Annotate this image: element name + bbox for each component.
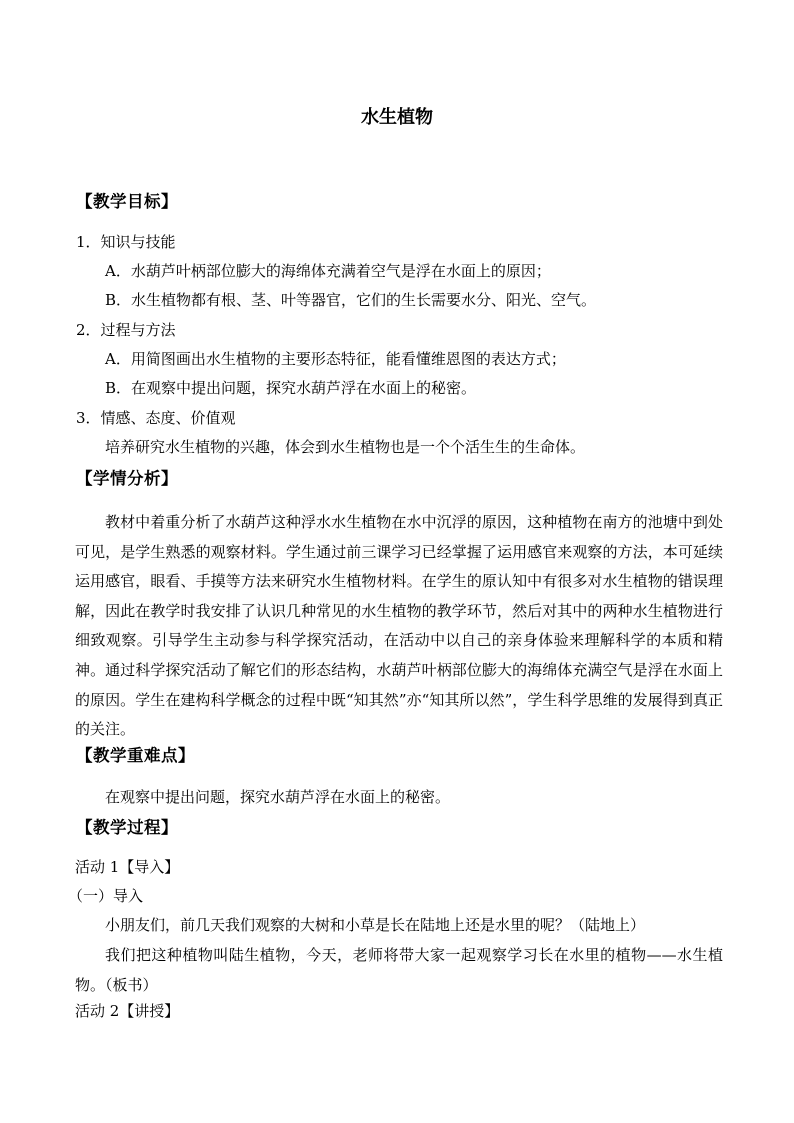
process-paragraph-1: 小朋友们，前几天我们观察的大树和小草是长在陆地上还是水里的呢？（陆地上） xyxy=(105,916,646,934)
section-heading-key-points: 【教学重难点】 xyxy=(76,746,195,765)
goal-item-2a: A．用简图画出水生植物的主要形态特征，能看懂维恩图的表达方式； xyxy=(105,350,566,368)
goal-item-3-text: 培养研究水生植物的兴趣，体会到水生植物也是一个个活生生的生命体。 xyxy=(105,438,586,456)
activity-2-label: 活动 2【讲授】 xyxy=(75,1002,180,1020)
goal-item-1b: B．水生植物都有根、茎、叶等器官，它们的生长需要水分、阳光、空气。 xyxy=(105,291,597,309)
analysis-paragraph: 教材中着重分析了水葫芦这种浮水水生植物在水中沉浮的原因，这种植物在南方的池塘中到处可见，是学生熟悉的观察材料。学生通过前三课学习已经掌握了运用感官来观察的方法，本可延续运用感官，眼看、手摸等方法来研究水生植物材料。在学生的原认知中有很多对水生植物的错误理解，因此在教学时我安排了认识几种常见的水生植物的教学环节，然后对其中的两种水生植物进行细致观察。引导学生主动参与科学探究活动，在活动中以自己的亲身体验来理解科学的本质和精神。通过科学探究活动了解它们的形态结构，水葫芦叶柄部位膨大的海绵体充满空气是浮在水面上的原因。学生在建构科学概念的过程中既“知其然”亦“知其所以然”，学生科学思维的发展得到真正的关注。 xyxy=(75,513,723,739)
goal-item-2b: B．在观察中提出问题，探究水葫芦浮在水面上的秘密。 xyxy=(105,379,477,397)
section-heading-process: 【教学过程】 xyxy=(76,818,178,837)
section-heading-goals: 【教学目标】 xyxy=(76,192,178,211)
activity-1-label: 活动 1【导入】 xyxy=(75,858,180,876)
goal-item-2: 2．过程与方法 xyxy=(76,321,176,339)
section-heading-analysis: 【学情分析】 xyxy=(76,469,178,488)
key-points-text: 在观察中提出问题，探究水葫芦浮在水面上的秘密。 xyxy=(105,788,451,806)
goal-item-1a: A．水葫芦叶柄部位膨大的海绵体充满着空气是浮在水面上的原因； xyxy=(105,262,551,280)
process-paragraph-2: 我们把这种植物叫陆生植物，今天，老师将带大家一起观察学习长在水里的植物——水生植物。（板书） xyxy=(75,946,723,994)
goal-item-3: 3．情感、态度、价值观 xyxy=(76,409,236,427)
activity-1-subheading: （一）导入 xyxy=(68,887,144,905)
document-title: 水生植物 xyxy=(361,107,433,128)
goal-item-1: 1．知识与技能 xyxy=(76,233,176,251)
